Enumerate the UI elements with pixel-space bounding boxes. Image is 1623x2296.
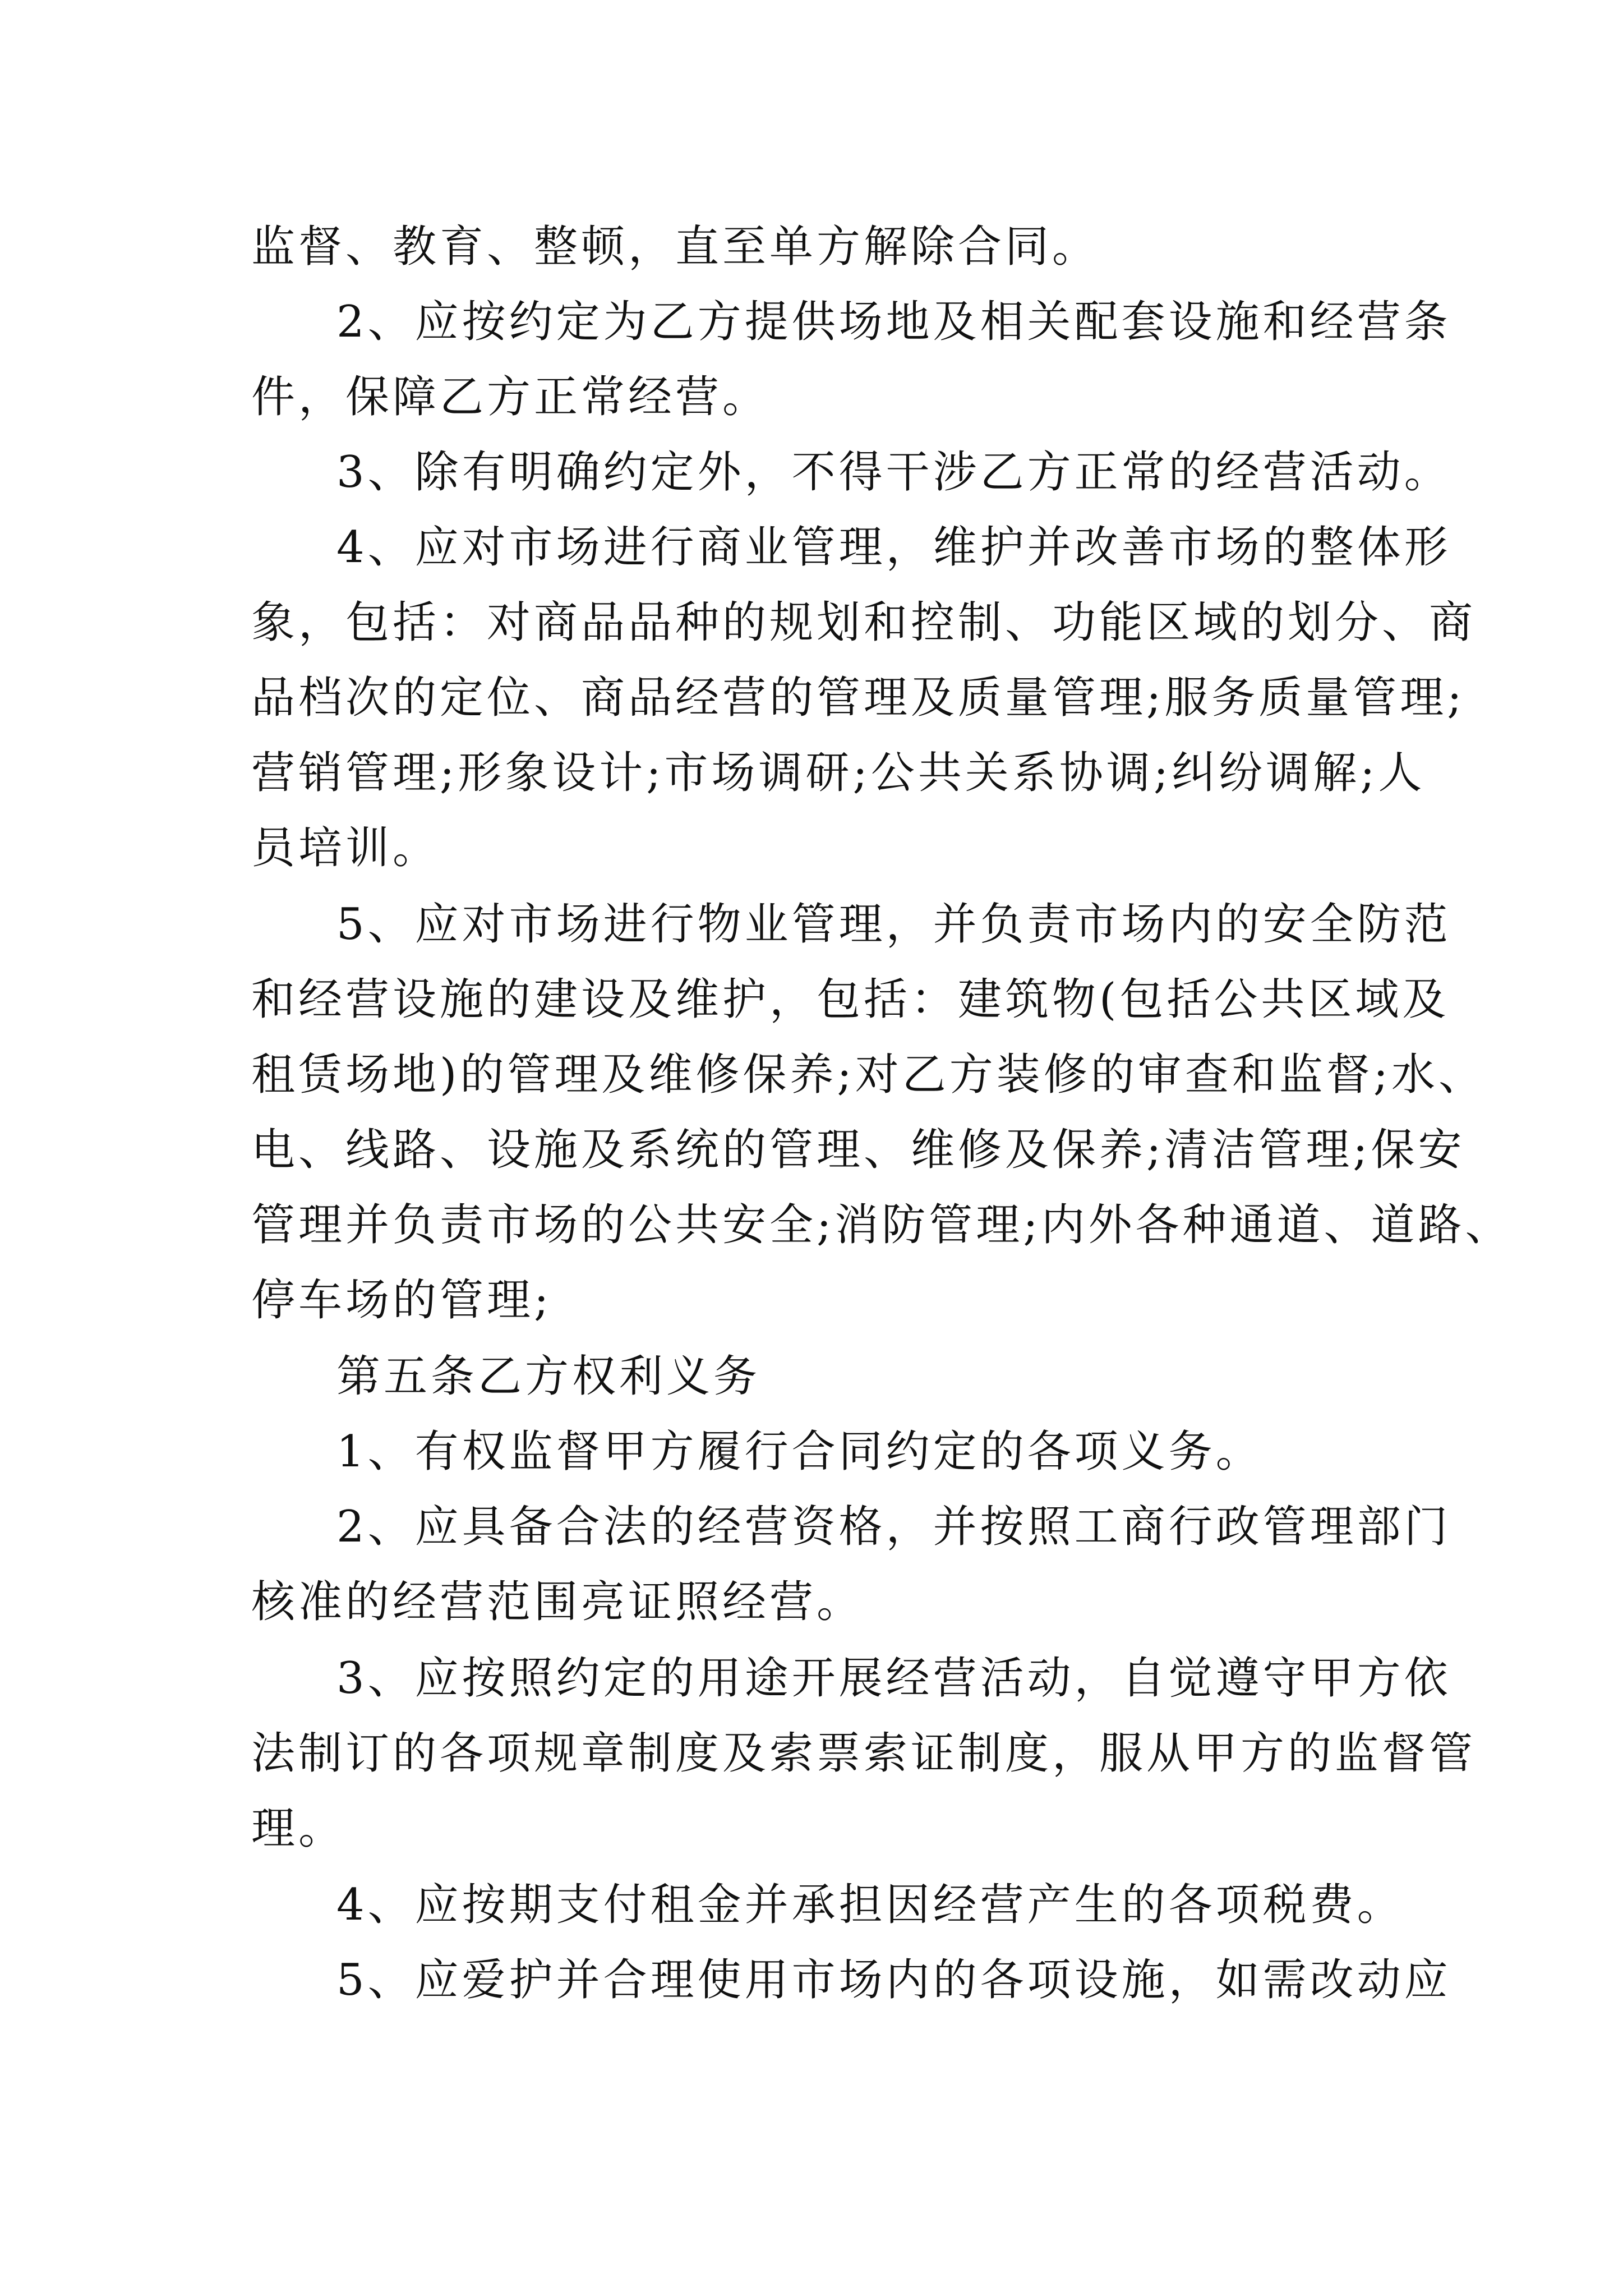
text-line: 1、有权监督甲方履行合同约定的各项义务。 (336, 1427, 1263, 1477)
text-line: 管理并负责市场的公共安全;消防管理;内外各种通道、道路、 (251, 1200, 1513, 1250)
text-line: 4、应对市场进行商业管理，维护并改善市场的整体形 (336, 522, 1451, 573)
text-line: 象，包括：对商品品种的规划和控制、功能区域的划分、商 (251, 597, 1477, 648)
text-line: 理。 (251, 1803, 346, 1854)
text-line: 电、线路、设施及系统的管理、维修及保养;清洁管理;保安 (251, 1125, 1465, 1175)
text-line: 2、应按约定为乙方提供场地及相关配套设施和经营条 (336, 297, 1451, 347)
text-line: 4、应按期支付租金并承担因经营产生的各项税费。 (336, 1880, 1404, 1930)
text-line: 营销管理;形象设计;市场调研;公共关系协调;纠纷调解;人 (251, 748, 1426, 798)
text-line: 租赁场地)的管理及维修保养;对乙方装修的审查和监督;水、 (251, 1050, 1486, 1100)
text-line: 品档次的定位、商品经营的管理及质量管理;服务质量管理; (251, 673, 1465, 723)
text-line: 5、应爱护并合理使用市场内的各项设施，如需改动应 (336, 1955, 1451, 2005)
text-line: 3、应按照约定的用途开展经营活动，自觉遵守甲方依 (336, 1653, 1451, 1704)
text-line: 3、除有明确约定外，不得干涉乙方正常的经营活动。 (336, 447, 1451, 498)
text-line: 停车场的管理; (251, 1275, 552, 1326)
text-line: 和经营设施的建设及维护，包括：建筑物(包括公共区域及 (251, 974, 1450, 1025)
text-line: 件，保障乙方正常经营。 (251, 372, 770, 422)
section-heading: 第五条乙方权利义务 (336, 1351, 761, 1402)
text-line: 核准的经营范围亮证照经营。 (251, 1577, 864, 1627)
text-line: 5、应对市场进行物业管理，并负责市场内的安全防范 (336, 899, 1451, 950)
text-line: 监督、教育、整顿，直至单方解除合同。 (251, 222, 1100, 272)
text-line: 法制订的各项规章制度及索票索证制度，服从甲方的监督管 (251, 1728, 1477, 1779)
text-line: 2、应具备合法的经营资格，并按照工商行政管理部门 (336, 1502, 1451, 1552)
text-line: 员培训。 (251, 823, 440, 873)
